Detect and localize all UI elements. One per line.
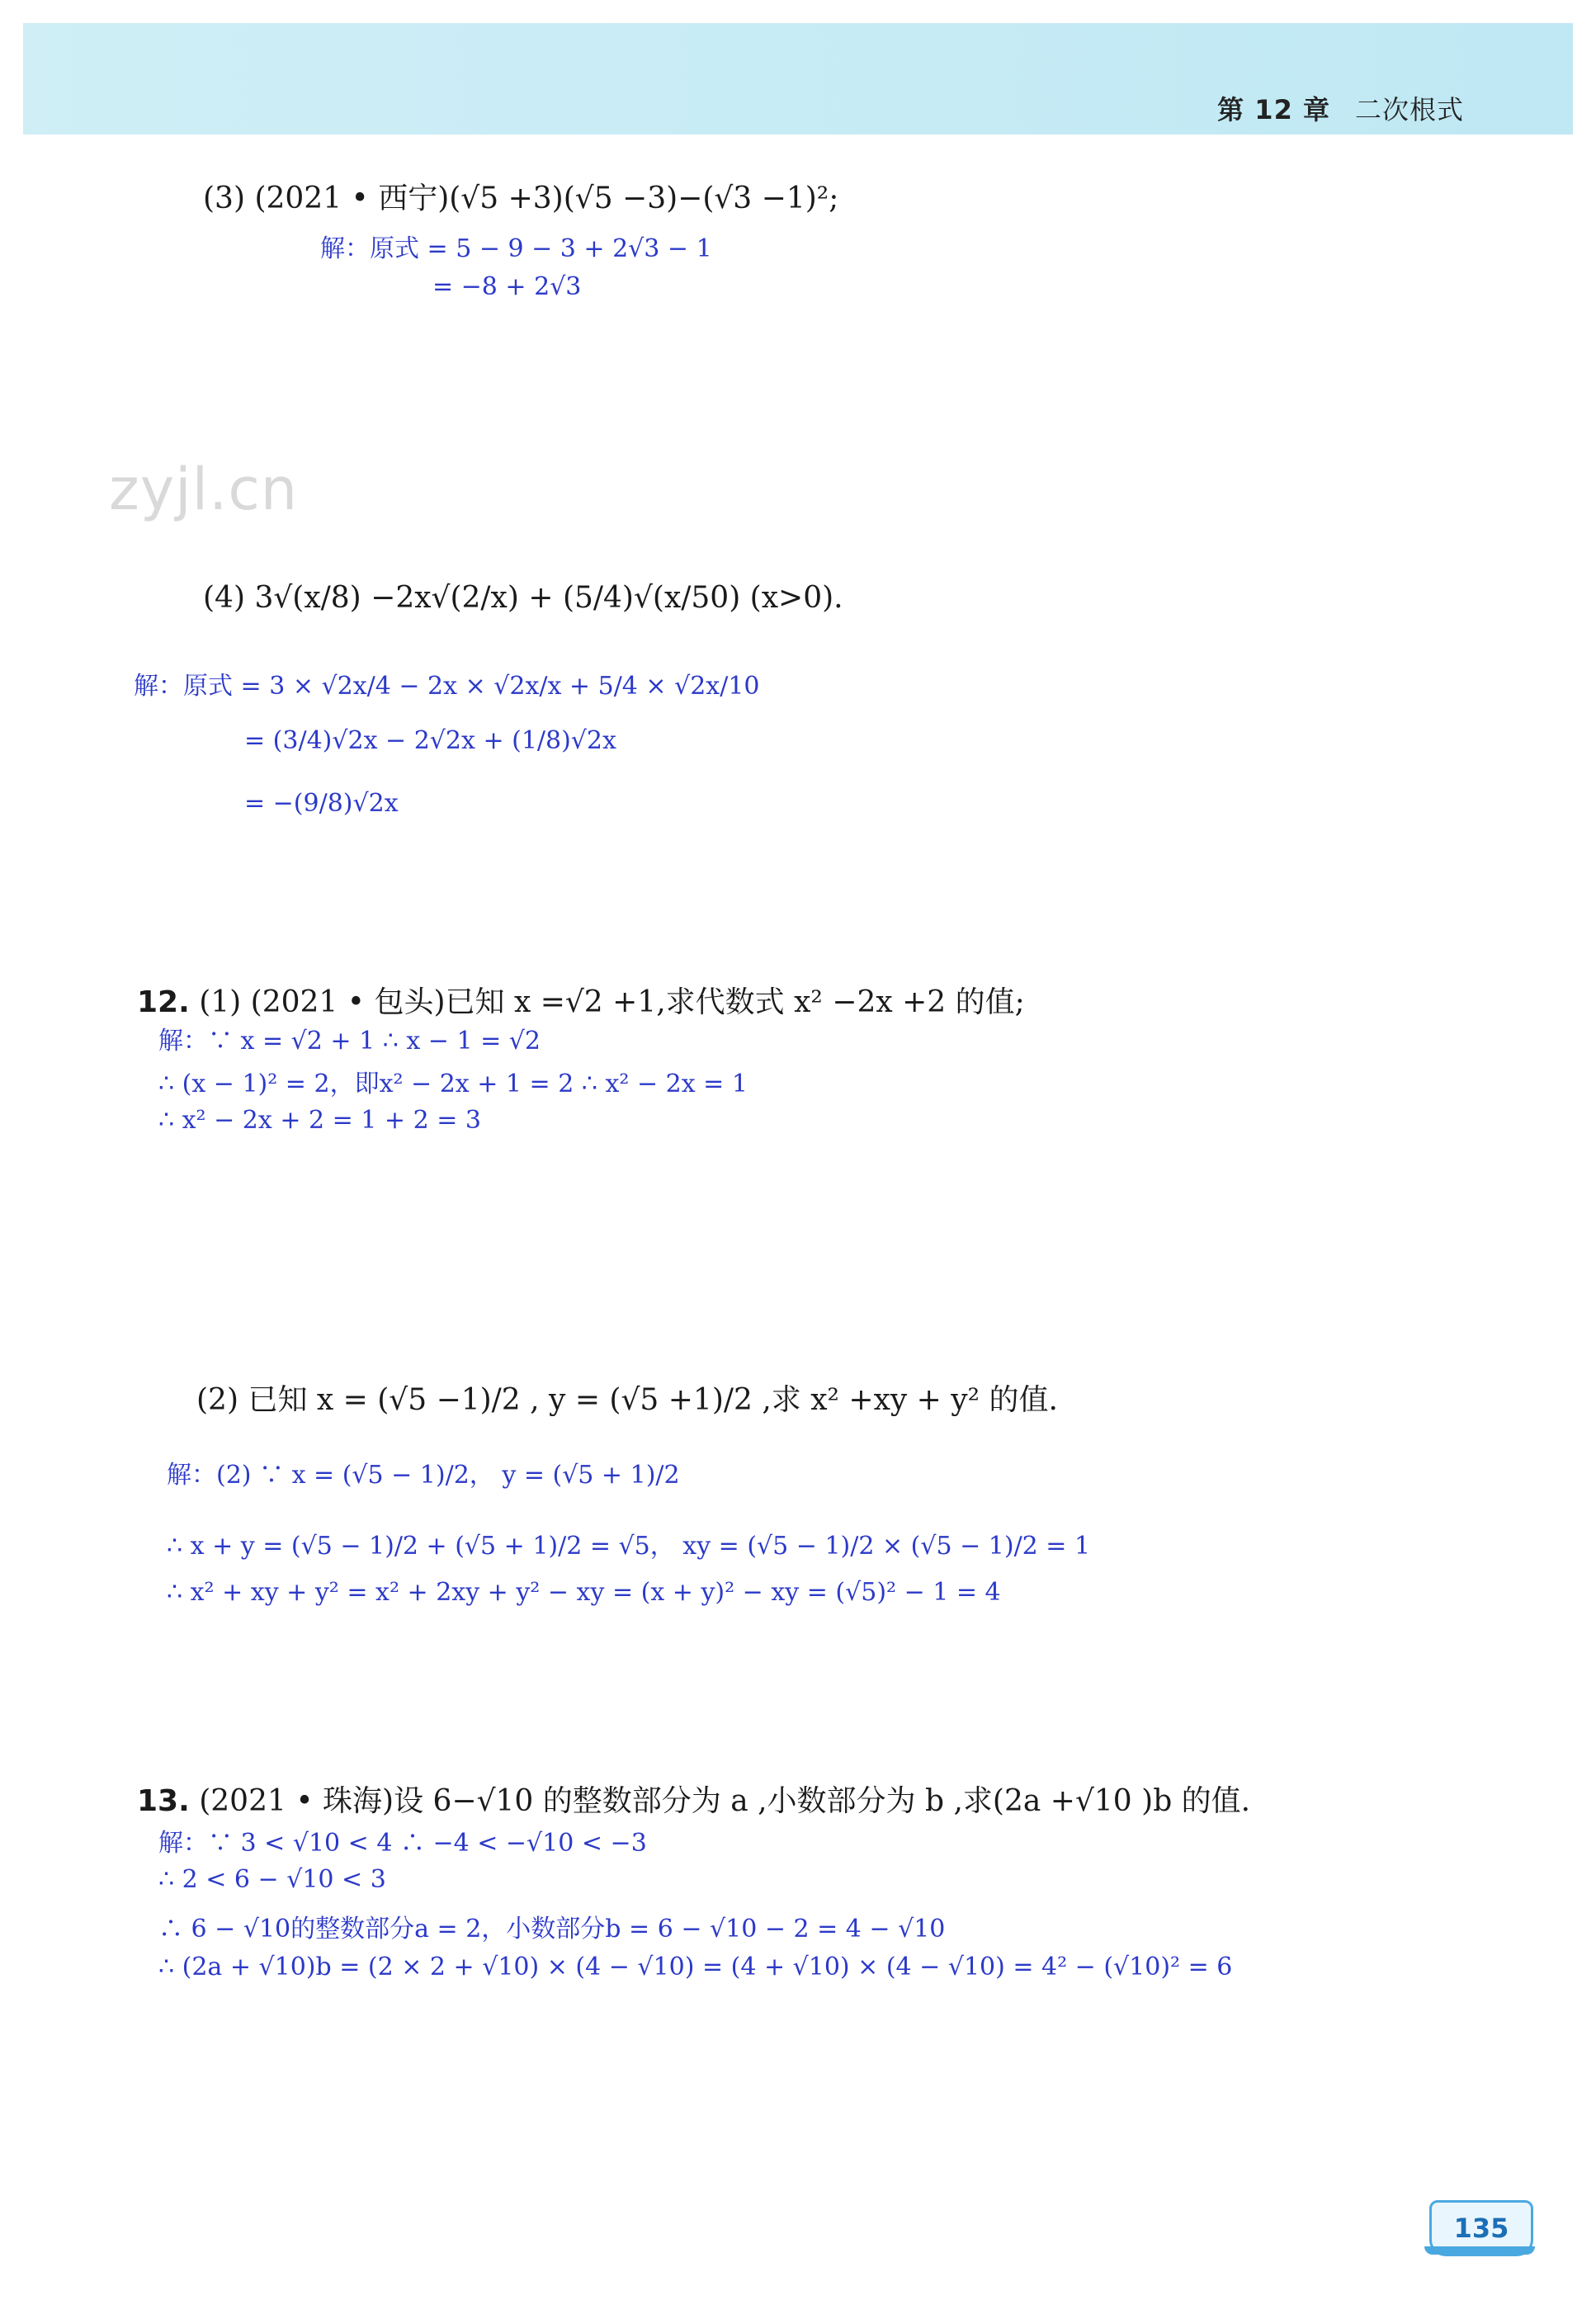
- q12-part2-question: (2) 已知 x = (√5 −1)/2 , y = (√5 +1)/2 ,求 x² +xy + y² 的值.: [196, 1383, 1058, 1417]
- q11-part3-answer-line2: = −8 + 2√3: [432, 272, 582, 301]
- page-number-book-base: [1424, 2246, 1535, 2255]
- q12-number: 12.: [137, 985, 190, 1019]
- q13-text: (2021 • 珠海)设 6−√10 的整数部分为 a ,小数部分为 b ,求(2a +√10 )b 的值.: [199, 1784, 1251, 1818]
- page-number: 135: [1429, 2200, 1533, 2256]
- q11-part4-answer-line2: = (3/4)√2x − 2√2x + (1/8)√2x: [244, 726, 616, 755]
- q12-part2-answer-line3: ∴ x² + xy + y² = x² + 2xy + y² − xy = (x + y)² − xy = (√5)² − 1 = 4: [167, 1578, 1001, 1607]
- q11-part4-answer-line1: 解：原式 = 3 × √2x/4 − 2x × √2x/x + 5/4 × √2x/10: [134, 672, 760, 701]
- q13-answer-line1: 解：∵ 3 < √10 < 4 ∴ −4 < −√10 < −3: [158, 1829, 647, 1858]
- q12-part1-answer-line2: ∴ (x − 1)² = 2，即x² − 2x + 1 = 2 ∴ x² − 2x = 1: [158, 1070, 748, 1098]
- q13-number: 13.: [137, 1784, 190, 1818]
- q13-answer-line4: ∴ (2a + √10)b = (2 × 2 + √10) × (4 − √10) = (4 + √10) × (4 − √10) = 4² − (√10)² = 6: [158, 1953, 1233, 1981]
- q11-part4-answer-line3: = −(9/8)√2x: [244, 789, 399, 818]
- q12-part2-answer-line1: 解：(2) ∵ x = (√5 − 1)/2， y = (√5 + 1)/2: [167, 1461, 680, 1490]
- q11-part4-question: (4) 3√(x/8) −2x√(2/x) + (5/4)√(x/50) (x>0).: [203, 581, 843, 615]
- chapter-title: 二次根式: [1354, 94, 1464, 125]
- q11-part3-answer-line1: 解：原式 = 5 − 9 − 3 + 2√3 − 1: [320, 234, 712, 263]
- chapter-heading: [1217, 89, 1464, 127]
- q13-question: [137, 1778, 1250, 1820]
- q12-part2-answer-line2: ∴ x + y = (√5 − 1)/2 + (√5 + 1)/2 = √5， xy = (√5 − 1)/2 × (√5 − 1)/2 = 1: [167, 1532, 1091, 1561]
- q11-part3-question: (3) (2021 • 西宁)(√5 +3)(√5 −3)−(√3 −1)²;: [203, 182, 839, 215]
- chapter-number: 第 12 章: [1217, 94, 1330, 125]
- q12-part1-text: (1) (2021 • 包头)已知 x =√2 +1,求代数式 x² −2x +2 的值;: [199, 985, 1025, 1019]
- q13-answer-line2: ∴ 2 < 6 − √10 < 3: [158, 1865, 386, 1894]
- q13-answer-line3: ∴ 6 − √10的整数部分a = 2，小数部分b = 6 − √10 − 2 = 4 − √10: [158, 1915, 946, 1944]
- watermark: zyjl.cn: [109, 456, 299, 523]
- q12-part1-answer-line3: ∴ x² − 2x + 2 = 1 + 2 = 3: [158, 1106, 481, 1135]
- q12-part1-question: [137, 979, 1025, 1021]
- q12-part1-answer-line1: 解：∵ x = √2 + 1 ∴ x − 1 = √2: [158, 1027, 541, 1056]
